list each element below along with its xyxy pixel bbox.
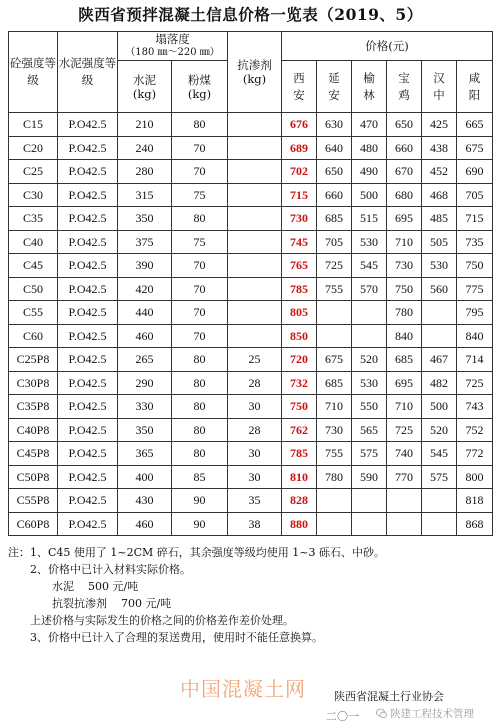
table-body [9,113,493,536]
flyash-cell: 80 [172,207,228,231]
table-row [9,277,493,301]
price-cell: 795 [457,301,493,325]
admixture-cell: 38 [228,512,282,536]
price-cell [422,324,457,348]
price-cell: 705 [317,230,352,254]
flyash-cell: 70 [172,301,228,325]
cement-grade-cell: P.O42.5 [58,395,118,419]
cement-cell: 350 [118,207,172,231]
price-cell: 730 [317,418,352,442]
price-cell: 670 [387,160,422,184]
table-row [9,324,493,348]
price-cell: 680 [387,183,422,207]
price-cell: 675 [317,348,352,372]
price-cell: 740 [387,442,422,466]
cement-cell: 430 [118,489,172,513]
cement-cell: 265 [118,348,172,372]
table-row [9,418,493,442]
grade-cell: C55P8 [9,489,58,513]
price-cell: 840 [387,324,422,348]
price-cell: 675 [457,136,493,160]
price-cell: 550 [352,395,387,419]
table-row [9,489,493,513]
grade-cell: C30 [9,183,58,207]
notes [8,544,498,646]
note-2: 2、价格中已计入材料实际价格。 [30,563,191,576]
flyash-cell: 75 [172,230,228,254]
admixture-cell [228,324,282,348]
grade-cell: C35 [9,207,58,231]
price-cell [317,301,352,325]
price-cell: 714 [457,348,493,372]
cement-grade-cell: P.O42.5 [58,418,118,442]
header-grade: 砼强度等 级 [9,32,58,113]
flyash-cell: 80 [172,442,228,466]
price-cell: 530 [352,230,387,254]
price-cell: 630 [317,113,352,137]
cement-grade-cell: P.O42.5 [58,465,118,489]
header-city: 汉 中 [422,61,457,113]
header-admixture-unit: (kg) [242,72,267,86]
admixture-cell: 35 [228,489,282,513]
cement-cell: 330 [118,395,172,419]
note-admixture-price: 抗裂抗渗剂 700 元/吨 [52,597,172,610]
cement-cell: 240 [118,136,172,160]
header-slump [118,32,228,61]
admixture-cell: 28 [228,371,282,395]
price-cell: 785 [282,277,317,301]
header-city: 延 安 [317,61,352,113]
price-cell: 468 [422,183,457,207]
price-cell: 690 [457,160,493,184]
table-row [9,465,493,489]
price-cell: 868 [457,512,493,536]
watermark-logo: 中国混凝土网 [180,677,306,701]
cement-grade-cell: P.O42.5 [58,277,118,301]
cement-grade-cell: P.O42.5 [58,371,118,395]
price-cell [352,324,387,348]
price-cell: 480 [352,136,387,160]
price-cell: 840 [457,324,493,348]
grade-cell: C50P8 [9,465,58,489]
wechat-watermark [376,706,474,721]
header-city: 咸 阳 [457,61,493,113]
flyash-cell: 75 [172,183,228,207]
price-cell: 730 [387,254,422,278]
cement-cell: 460 [118,324,172,348]
admixture-cell [228,207,282,231]
table-row [9,442,493,466]
cement-grade-cell: P.O42.5 [58,207,118,231]
flyash-cell: 70 [172,324,228,348]
price-cell: 575 [422,465,457,489]
cement-cell: 375 [118,230,172,254]
table-row [9,207,493,231]
price-cell: 818 [457,489,493,513]
price-cell: 755 [317,442,352,466]
price-cell: 438 [422,136,457,160]
grade-cell: C20 [9,136,58,160]
price-cell: 780 [317,465,352,489]
price-cell: 660 [387,136,422,160]
cement-grade-cell: P.O42.5 [58,160,118,184]
cement-grade-cell: P.O42.5 [58,489,118,513]
price-cell: 805 [282,301,317,325]
price-cell: 770 [387,465,422,489]
cement-grade-cell: P.O42.5 [58,230,118,254]
price-cell [317,512,352,536]
page-title: 陕西省预拌混凝土信息价格一览表（2019、5） [78,5,423,24]
price-cell: 762 [282,418,317,442]
cement-grade-cell: P.O42.5 [58,512,118,536]
price-cell: 685 [317,207,352,231]
table-row [9,301,493,325]
note-cement-price: 水泥 500 元/吨 [52,580,139,593]
flyash-cell: 70 [172,277,228,301]
price-cell: 695 [387,207,422,231]
table-row [9,395,493,419]
price-cell: 785 [282,442,317,466]
cement-cell: 390 [118,254,172,278]
table-row [9,512,493,536]
price-cell: 750 [387,277,422,301]
price-cell: 732 [282,371,317,395]
price-cell: 689 [282,136,317,160]
grade-cell: C60 [9,324,58,348]
header-cement-label: 水泥 [133,72,156,87]
price-cell [422,301,457,325]
price-cell: 530 [422,254,457,278]
admixture-cell [228,113,282,137]
grade-cell: C45 [9,254,58,278]
flyash-cell: 80 [172,395,228,419]
admixture-cell: 28 [228,418,282,442]
cement-cell: 210 [118,113,172,137]
price-cell: 705 [457,183,493,207]
price-cell: 570 [352,277,387,301]
flyash-cell: 80 [172,348,228,372]
flyash-cell: 80 [172,113,228,137]
price-cell: 560 [422,277,457,301]
grade-cell: C25 [9,160,58,184]
table-row [9,183,493,207]
flyash-cell: 85 [172,465,228,489]
price-cell: 772 [457,442,493,466]
price-cell: 590 [352,465,387,489]
admixture-cell [228,230,282,254]
note-3: 3、价格中已计入了合理的泵送费用，使用时不能任意换算。 [30,631,323,644]
wechat-label: 陕建工程技术管理 [390,708,474,720]
cement-cell: 350 [118,418,172,442]
price-cell: 730 [282,207,317,231]
price-cell: 780 [387,301,422,325]
table-row [9,254,493,278]
price-cell [387,489,422,513]
cement-grade-cell: P.O42.5 [58,442,118,466]
header-cement [118,61,172,113]
grade-cell: C15 [9,113,58,137]
price-cell: 720 [282,348,317,372]
cement-grade-cell: P.O42.5 [58,254,118,278]
header-flyash [172,61,228,113]
header-slump-label: 塌落度 [155,32,190,46]
price-cell: 715 [457,207,493,231]
admixture-cell [228,301,282,325]
price-cell: 520 [422,418,457,442]
price-cell: 500 [422,395,457,419]
table-row [9,348,493,372]
price-cell: 425 [422,113,457,137]
price-cell: 710 [317,395,352,419]
cement-cell: 420 [118,277,172,301]
price-cell: 725 [387,418,422,442]
header-cement-grade: 水泥强度等级 [58,32,118,113]
price-cell: 452 [422,160,457,184]
admixture-cell: 30 [228,442,282,466]
grade-cell: C35P8 [9,395,58,419]
table-row [9,230,493,254]
price-cell: 500 [352,183,387,207]
flyash-cell: 80 [172,371,228,395]
flyash-cell: 80 [172,418,228,442]
header-flyash-unit: (kg) [187,86,212,101]
price-cell: 676 [282,113,317,137]
cement-grade-cell: P.O42.5 [58,136,118,160]
flyash-cell: 70 [172,254,228,278]
price-cell: 800 [457,465,493,489]
header-cement-unit: (kg) [132,86,157,101]
grade-cell: C60P8 [9,512,58,536]
price-cell: 482 [422,371,457,395]
grade-cell: C45P8 [9,442,58,466]
price-cell: 470 [352,113,387,137]
price-cell: 725 [317,254,352,278]
grade-cell: C40 [9,230,58,254]
date-fragment: 二〇一 [326,710,359,723]
table-row [9,371,493,395]
table-row [9,136,493,160]
price-cell: 745 [282,230,317,254]
header-flyash-label: 粉煤 [188,72,211,87]
grade-cell: C25P8 [9,348,58,372]
price-cell [352,489,387,513]
cement-grade-cell: P.O42.5 [58,183,118,207]
cement-grade-cell: P.O42.5 [58,301,118,325]
price-cell: 765 [282,254,317,278]
admixture-cell [228,277,282,301]
header-admixture [228,32,282,113]
price-cell [317,324,352,348]
price-cell: 640 [317,136,352,160]
price-cell: 545 [352,254,387,278]
price-cell: 530 [352,371,387,395]
admixture-cell: 30 [228,395,282,419]
grade-cell: C50 [9,277,58,301]
header-price: 价格(元) [282,32,493,61]
cement-cell: 365 [118,442,172,466]
cement-grade-cell: P.O42.5 [58,348,118,372]
flyash-cell: 90 [172,489,228,513]
table-row [9,160,493,184]
cement-cell: 280 [118,160,172,184]
price-cell: 565 [352,418,387,442]
admixture-cell [228,136,282,160]
price-cell: 755 [317,277,352,301]
price-cell: 665 [457,113,493,137]
cement-cell: 400 [118,465,172,489]
note-difference: 上述价格与实际发生的价格之间的价格差作差价处理。 [30,614,294,627]
price-cell: 702 [282,160,317,184]
price-cell: 520 [352,348,387,372]
price-cell: 880 [282,512,317,536]
price-cell: 715 [282,183,317,207]
cement-grade-cell: P.O42.5 [58,324,118,348]
header-slump-range: （180 ㎜～220 ㎜） [125,47,220,58]
price-cell: 750 [457,254,493,278]
grade-cell: C55 [9,301,58,325]
price-cell [352,512,387,536]
price-cell: 685 [387,348,422,372]
price-cell: 695 [387,371,422,395]
price-cell: 828 [282,489,317,513]
price-cell: 775 [457,277,493,301]
price-cell [387,512,422,536]
admixture-cell: 25 [228,348,282,372]
table-row [9,113,493,137]
admixture-cell [228,160,282,184]
price-cell: 650 [387,113,422,137]
price-cell: 735 [457,230,493,254]
header-admixture-label: 抗渗剂 [237,58,272,72]
price-cell: 752 [457,418,493,442]
price-cell: 650 [317,160,352,184]
price-cell: 467 [422,348,457,372]
price-cell: 545 [422,442,457,466]
note-1: 注：1、C45 使用了 1~2CM 碎石，其余强度等级均使用 1~3 砾石、中砂。 [8,546,386,559]
price-cell: 725 [457,371,493,395]
flyash-cell: 70 [172,160,228,184]
cement-cell: 440 [118,301,172,325]
flyash-cell: 70 [172,136,228,160]
price-cell: 575 [352,442,387,466]
price-cell: 743 [457,395,493,419]
price-cell: 810 [282,465,317,489]
price-cell: 750 [282,395,317,419]
flyash-cell: 90 [172,512,228,536]
grade-cell: C30P8 [9,371,58,395]
cement-cell: 290 [118,371,172,395]
wechat-icon [376,708,387,719]
admixture-cell: 30 [228,465,282,489]
cement-grade-cell: P.O42.5 [58,113,118,137]
price-cell [422,489,457,513]
header-city: 榆 林 [352,61,387,113]
grade-cell: C40P8 [9,418,58,442]
price-cell [422,512,457,536]
price-table [8,31,493,536]
cement-cell: 460 [118,512,172,536]
admixture-cell [228,254,282,278]
price-cell [352,301,387,325]
price-cell [317,489,352,513]
price-cell: 515 [352,207,387,231]
cement-cell: 315 [118,183,172,207]
price-cell: 485 [422,207,457,231]
organization: 陕西省混凝土行业协会 [334,690,444,703]
admixture-cell [228,183,282,207]
header-city: 西 安 [282,61,317,113]
price-cell: 685 [317,371,352,395]
price-cell: 710 [387,395,422,419]
price-cell: 710 [387,230,422,254]
price-cell: 490 [352,160,387,184]
price-cell: 505 [422,230,457,254]
header-city: 宝 鸡 [387,61,422,113]
price-cell: 850 [282,324,317,348]
price-cell: 660 [317,183,352,207]
